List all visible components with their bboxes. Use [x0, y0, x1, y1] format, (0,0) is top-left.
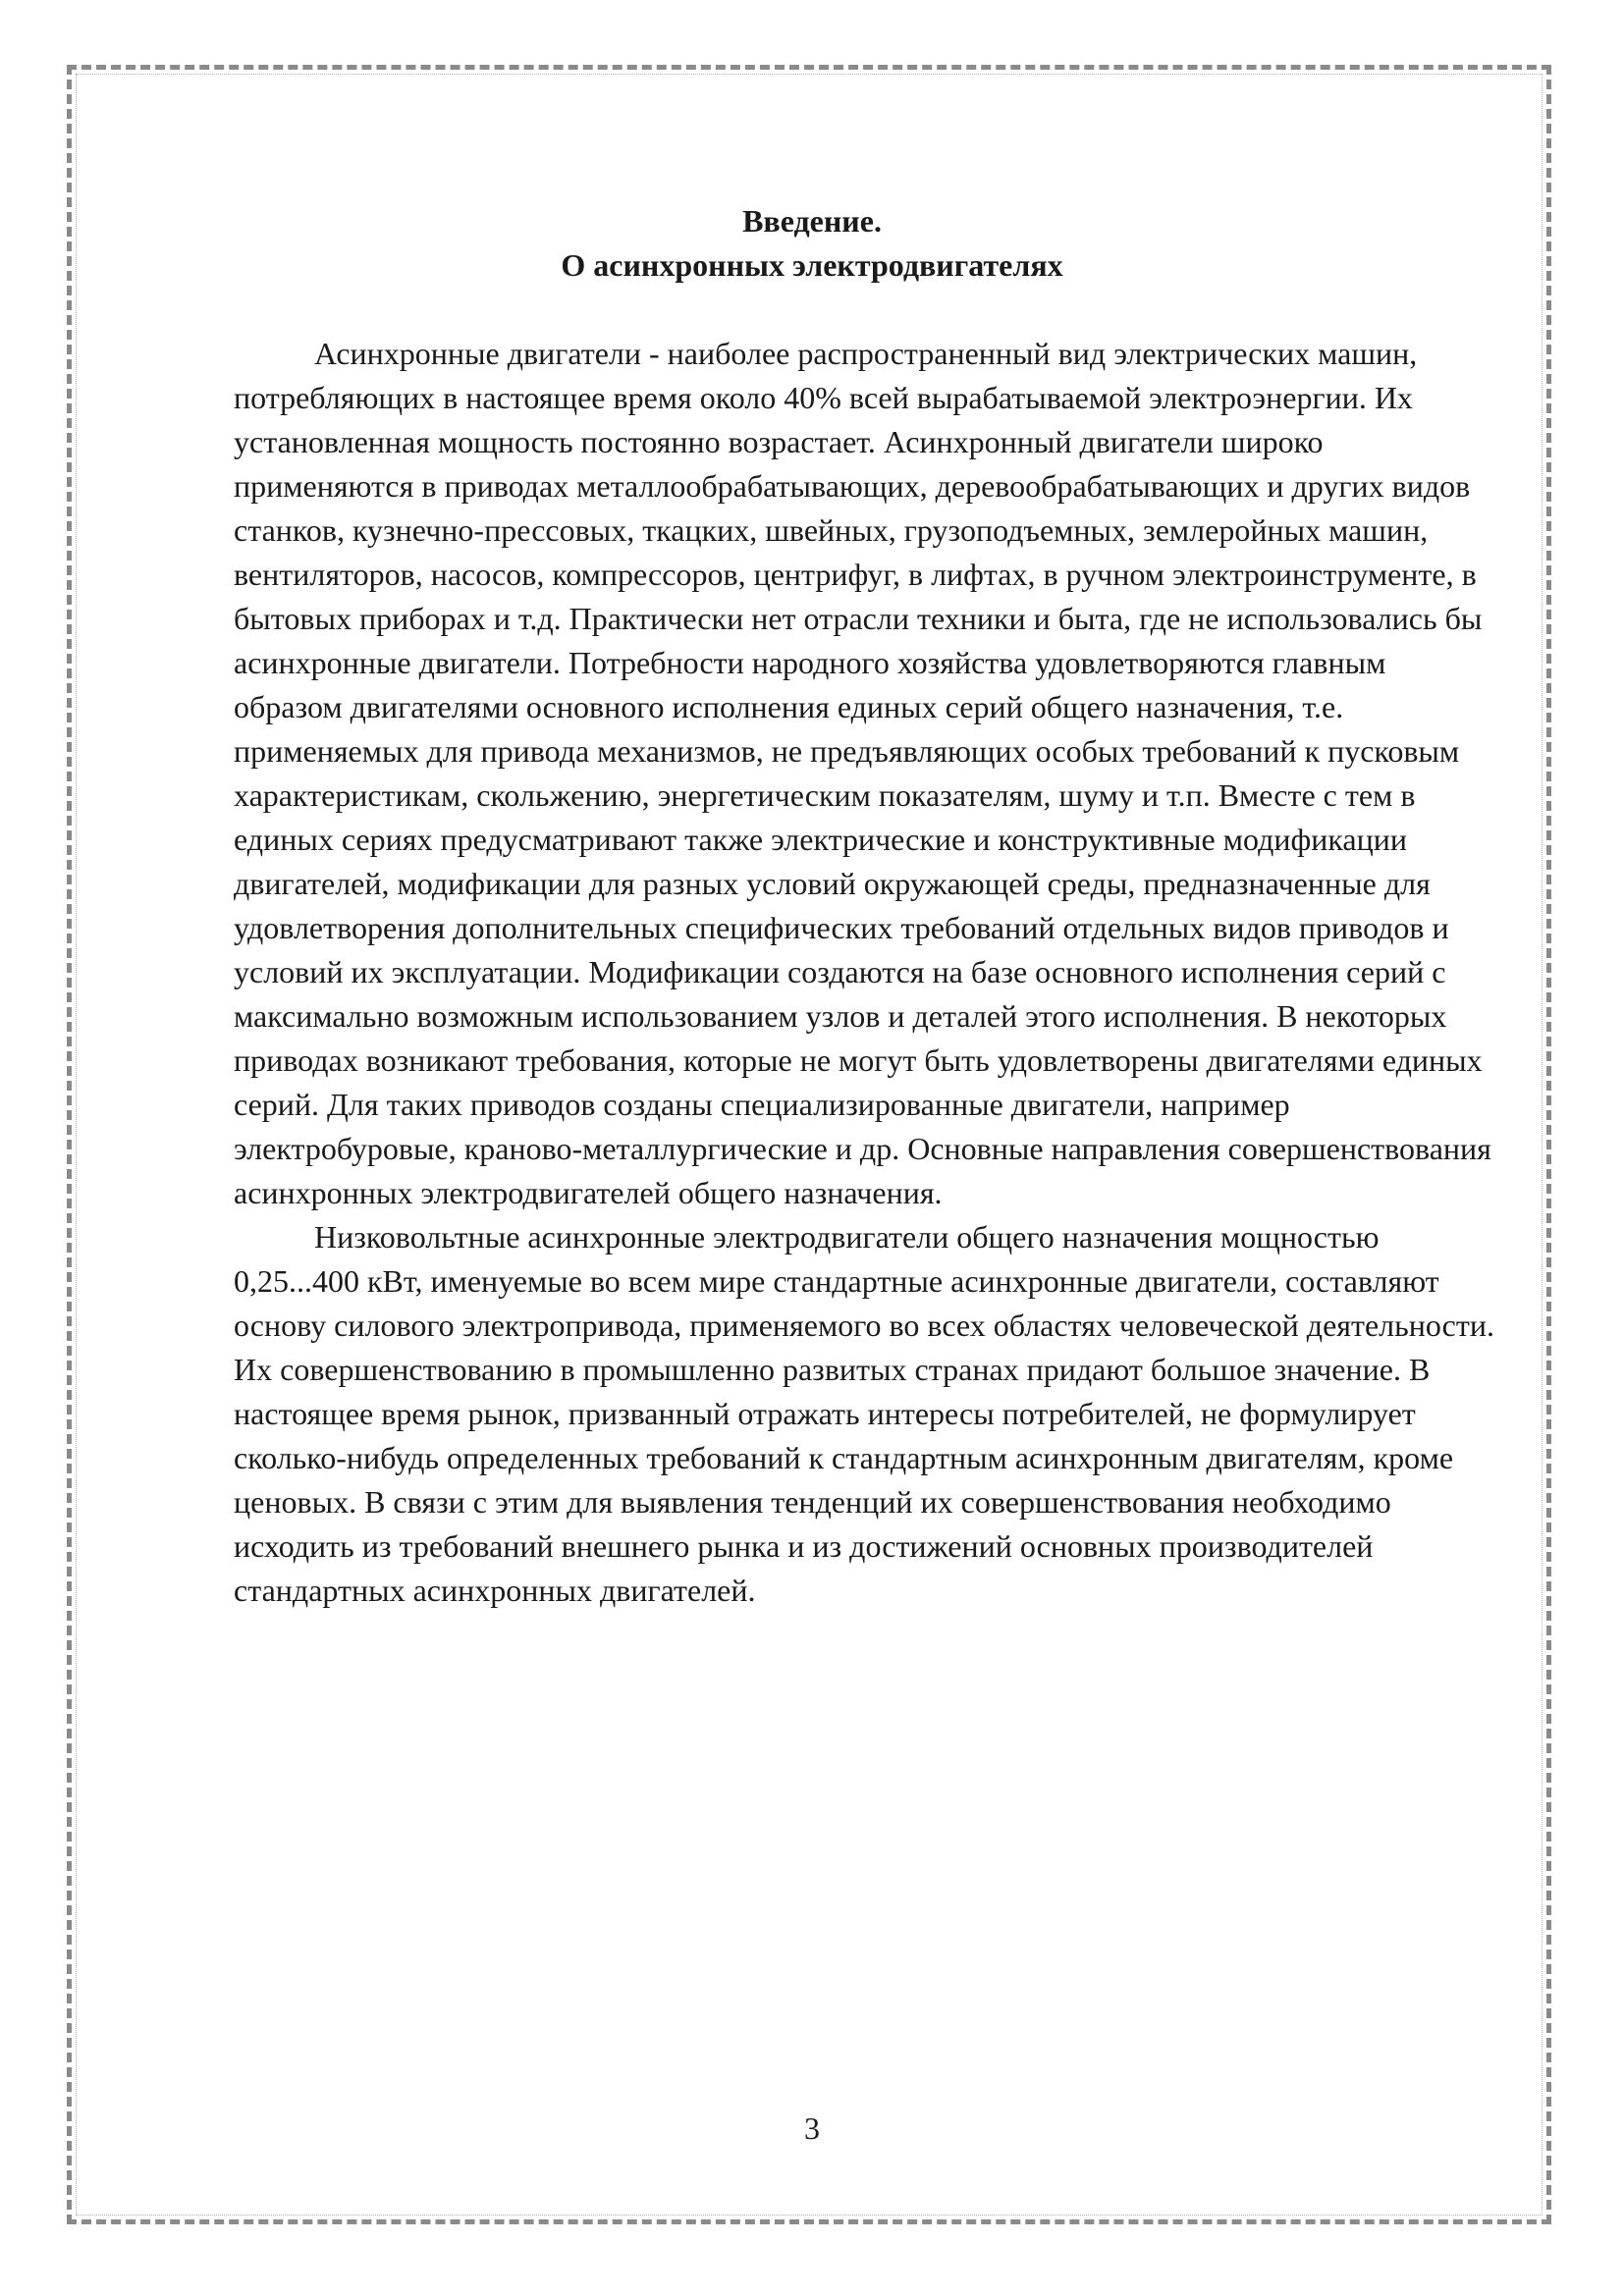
- page-number: 3: [804, 2110, 820, 2146]
- body-text: [234, 332, 1500, 1613]
- paragraph-2: Низковольтные асинхронные электродвигатели общего назначения мощностью 0,25...400 кВт, именуемые во всем мире стандартные асинхронные двигатели, составляют основу силового электропривода, применяемого во всех областях человеческой деятельности. Их совершенствованию в промышленно развитых странах придают большое значение. В настоящее время рынок, призванный отражать интересы потребителей, не формулирует сколько-нибудь определенных требований к стандартным асинхронным двигателям, кроме ценовых. В связи с этим для выявления тенденций их совершенствования необходимо исходить из требований внешнего рынка и из достижений основных производителей стандартных асинхронных двигателей.: [234, 1219, 1494, 1608]
- heading-subtitle: О асинхронных электродвигателях: [561, 247, 1063, 283]
- paragraph-1: Асинхронные двигатели - наиболее распространенный вид электрических машин, потребляющих в настоящее время около 40% всей вырабатываемой электроэнергии. Их установленная мощность постоянно возрастает. Асинхронный двигатели широко применяются в приводах металлообрабатывающих, деревообрабатывающих и других видов станков, кузнечно-прессовых, ткацких, швейных, грузоподъемных, землеройных машин, вентиляторов, насосов, компрессоров, центрифуг, в лифтах, в ручном электроинструменте, в бытовых приборах и т.д. Практически нет отрасли техники и быта, где не использовались бы асинхронные двигатели. Потребности народного хозяйства удовлетворяются главным образом двигателями основного исполнения единых серий общего назначения, т.е. применяемых для привода механизмов, не предъявляющих особых требований к пусковым характеристикам, скольжению, энергетическим показателям, шуму и т.п. Вместе с тем в единых сериях предусматривают также электрические и конструктивные модификации двигателей, модификации для разных условий окружающей среды, предназначенные для удовлетворения дополнительных специфических требований отдельных видов приводов и условий их эксплуатации. Модификации создаются на базе основного исполнения серий с максимально возможным использованием узлов и деталей этого исполнения. В некоторых приводах возникают требования, которые не могут быть удовлетворены двигателями единых серий. Для таких приводов созданы специализированные двигатели, например электробуровые, краново-металлургические и др. Основные направления совершенствования асинхронных электродвигателей общего назначения.: [234, 336, 1491, 1210]
- heading: [0, 199, 1624, 288]
- heading-title: Введение.: [742, 203, 882, 239]
